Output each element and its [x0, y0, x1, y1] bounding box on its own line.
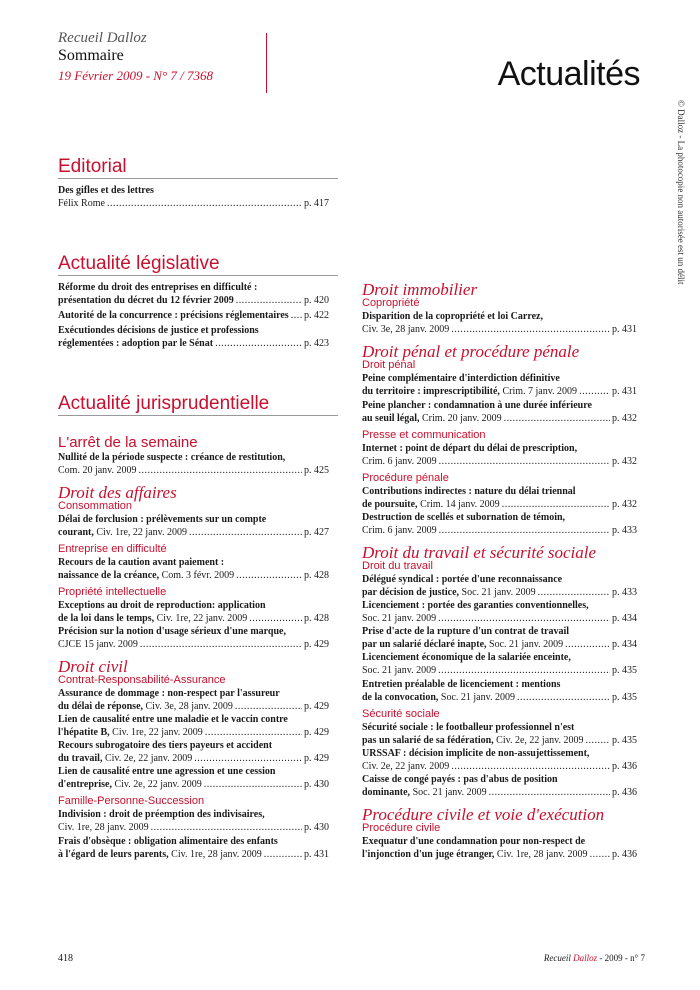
footer-reference [544, 953, 645, 963]
entry-ref: Félix Rome [58, 197, 105, 209]
entry-title: Lien de causalité entre une agression et une cession [58, 766, 276, 777]
entry-title: Indivision : droit de préemption des indivisaires, [58, 809, 265, 820]
entry-ref: Civ. 1re, 28 janv. 2009 [168, 848, 262, 860]
entry-title-cont: du délai de réponse, [58, 700, 144, 712]
entry-title-cont: par décision de justice, [362, 586, 460, 598]
copyright-note [676, 100, 686, 285]
subheading-droit-travail: Droit du travail [362, 560, 433, 572]
subheading-procedure-civile: Procédure civile [362, 822, 441, 834]
entry-ref: Soc. 21 janv. 2009 [410, 786, 487, 798]
header-divider [266, 33, 267, 93]
toc-entry[interactable] [362, 600, 654, 625]
entry-title-cont: à l'égard de leurs parents, [58, 848, 169, 860]
entry-page: p. 431 [612, 385, 637, 397]
entry-ref: Soc. 21 janv. 2009 [362, 664, 437, 676]
toc-entry[interactable] [58, 626, 346, 651]
subheading-propriete: Propriété intellectuelle [58, 586, 167, 598]
entry-ref: Crim. 6 janv. 2009 [362, 455, 437, 467]
toc-entry[interactable] [58, 809, 346, 834]
subheading-contrat: Contrat-Responsabilité-Assurance [58, 674, 226, 686]
entry-page: p. 430 [304, 821, 329, 833]
entry-page: p. 435 [612, 734, 637, 746]
entry-title: Exécutiondes décisions de justice et professions [58, 325, 259, 336]
toc-entry[interactable] [58, 325, 346, 350]
toc-entry[interactable] [362, 774, 654, 799]
toc-entry[interactable] [58, 282, 346, 307]
entry-title-cont: de la convocation, [362, 691, 439, 703]
toc-entry[interactable] [58, 766, 346, 791]
entry-title: Prise d'acte de la rupture d'un contrat de travail [362, 626, 570, 637]
entry-page: p. 434 [612, 612, 637, 624]
entry-page: p. 432 [612, 498, 637, 510]
toc-entry[interactable] [362, 486, 654, 511]
toc-entry[interactable] [362, 836, 654, 861]
entry-page: p. 435 [612, 691, 637, 703]
subheading-droit-penal: Droit pénal [362, 359, 416, 371]
entry-ref: Com. 20 janv. 2009 [58, 464, 137, 476]
copyright-text: © Dalloz - La photocopie non autorisée est un délit [676, 100, 686, 285]
section-legislative: Actualité législative [58, 253, 220, 274]
entry-title: Réforme du droit des entreprises en difficulté : [58, 282, 258, 293]
entry-page: p. 436 [612, 786, 637, 798]
entry-title-cont: présentation du décret du 12 février 2009 [58, 294, 234, 306]
entry-page: p. 423 [304, 337, 329, 349]
entry-title: Recours subrogatoire des tiers payeurs et accident [58, 740, 273, 751]
entry-page: p. 432 [612, 455, 637, 467]
entry-title-cont: courant, [58, 526, 94, 538]
entry-page: p. 428 [304, 569, 329, 581]
subheading-consommation: Consommation [58, 500, 132, 512]
rubric-arret: L'arrêt de la semaine [58, 434, 198, 451]
toc-entry[interactable] [58, 514, 346, 539]
entry-ref: Civ. 2e, 22 janv. 2009 [111, 778, 202, 790]
entry-title: Internet : point de départ du délai de prescription, [362, 443, 578, 454]
entry-page: p. 429 [304, 752, 329, 764]
entry-page: p. 433 [612, 524, 637, 536]
toc-entry[interactable] [362, 574, 654, 599]
entry-page: p. 436 [612, 848, 637, 860]
entry-page: p. 429 [304, 700, 329, 712]
entry-ref: Soc. 21 janv. 2009 [486, 638, 564, 650]
toc-entry[interactable] [58, 600, 346, 625]
entry-title-cont: naissance de la créance, [58, 569, 160, 581]
section-editorial: Editorial [58, 156, 127, 177]
toc-entry[interactable] [362, 722, 654, 747]
subheading-procedure-penale: Procédure pénale [362, 472, 449, 484]
rubric-civil: Droit civil [58, 657, 128, 676]
section-rule [58, 178, 338, 179]
entry-page: p. 420 [304, 294, 329, 306]
rubric-penal: Droit pénal et procédure pénale [362, 342, 580, 361]
entry-ref: Civ. 1re, 22 janv. 2009 [93, 526, 187, 538]
footer-dalloz: Dalloz [573, 953, 598, 963]
entry-title: Délégué syndical : portée d'une reconnaissance [362, 574, 563, 585]
entry-ref: Soc. 21 janv. 2009 [459, 586, 536, 598]
entry-ref: Crim. 20 janv. 2009 [419, 412, 502, 424]
entry-ref: Civ. 2e, 22 janv. 2009 [362, 760, 450, 772]
entry-title: URSSAF : décision implicite de non-assujettissement, [362, 748, 590, 759]
entry-title: Licenciement : portée des garanties conventionnelles, [362, 600, 589, 611]
entry-page: p. 435 [612, 664, 637, 676]
entry-ref: Civ. 3e, 28 janv. 2009 [362, 323, 450, 335]
entry-title-cont: réglementées : adoption par le Sénat [58, 337, 214, 349]
entry-title: Peine complémentaire d'interdiction définitive [362, 373, 560, 384]
toc-entry[interactable] [58, 688, 346, 713]
entry-ref: Civ. 1re, 22 janv. 2009 [154, 612, 248, 624]
entry-title: Nullité de la période suspecte : créance de restitution, [58, 452, 286, 463]
toc-entry[interactable] [362, 512, 654, 537]
entry-title-cont: de poursuite, [362, 498, 418, 510]
entry-title: Frais d'obsèque : obligation alimentaire des enfants [58, 836, 278, 847]
rubric-affaires: Droit des affaires [58, 483, 177, 502]
entry-title: Peine plancher : condamnation à une durée inférieure [362, 400, 592, 411]
entry-page: p. 431 [304, 848, 329, 860]
rubric-procedure-civile: Procédure civile et voie d'exécution [362, 805, 605, 824]
toc-entry[interactable] [362, 748, 654, 773]
section-rule [58, 415, 338, 416]
subheading-copropriete: Copropriété [362, 297, 420, 309]
entry-ref: Crim. 7 janv. 2009 [499, 385, 578, 397]
entry-ref: Crim. 6 janv. 2009 [362, 524, 437, 536]
page-title: Actualités [497, 55, 640, 93]
entry-ref: Com. 3 févr. 2009 [159, 569, 235, 581]
rubric-travail: Droit du travail et sécurité sociale [362, 543, 597, 562]
entry-page: p. 434 [612, 638, 637, 650]
toc-entry[interactable] [58, 714, 346, 739]
entry-title: Exceptions au droit de reproduction: application [58, 600, 266, 611]
entry-title: Destruction de scellés et subornation de témoin, [362, 512, 566, 523]
toc-entry[interactable] [362, 373, 654, 398]
toc-entry[interactable] [362, 626, 654, 651]
footer-recueil: Recueil [543, 953, 571, 963]
entry-title: Délai de forclusion : prélèvements sur un compte [58, 514, 267, 525]
entry-page: p. 428 [304, 612, 329, 624]
entry-title-cont: de la loi dans le temps, [58, 612, 155, 624]
entry-ref: Civ. 1re, 28 janv. 2009 [58, 821, 149, 833]
entry-ref: Civ. 2e, 22 janv. 2009 [493, 734, 584, 746]
entry-title: Licenciement économique de la salariée enceinte, [362, 652, 571, 663]
entry-page: p. 429 [304, 726, 329, 738]
entry-title-cont: pas un salarié de sa fédération, [362, 734, 494, 746]
entry-page: p. 433 [612, 586, 637, 598]
entry-title-cont: du territoire : imprescriptibilité, [362, 385, 500, 397]
rubric-immobilier: Droit immobilier [362, 280, 478, 299]
entry-ref: Civ. 3e, 28 janv. 2009 [143, 700, 233, 712]
entry-page: p. 425 [304, 464, 329, 476]
entry-title: Exequatur d'une condamnation pour non-respect de [362, 836, 586, 847]
toc-entry[interactable] [362, 443, 654, 468]
entry-title: Entretien préalable de licenciement : mentions [362, 679, 561, 690]
entry-page: p. 427 [304, 526, 329, 538]
entry-ref: Crim. 14 janv. 2009 [417, 498, 500, 510]
entry-page: p. 430 [304, 778, 329, 790]
toc-entry[interactable] [58, 740, 346, 765]
toc-entry[interactable] [58, 557, 346, 582]
entry-ref: Civ. 1re, 22 janv. 2009 [109, 726, 203, 738]
entry-title: Recours de la caution avant paiement : [58, 557, 225, 568]
entry-title-cont: l'injonction d'un juge étranger, [362, 848, 495, 860]
entry-ref: Civ. 1re, 28 janv. 2009 [494, 848, 588, 860]
toc-entry[interactable] [362, 400, 654, 425]
entry-title-cont: par un salarié déclaré inapte, [362, 638, 487, 650]
entry-ref: Soc. 21 janv. 2009 [362, 612, 437, 624]
entry-title: Contributions indirectes : nature du délai triennal [362, 486, 576, 497]
entry-ref: Civ. 2e, 22 janv. 2009 [102, 752, 193, 764]
entry-page: p. 417 [304, 197, 329, 209]
section-rule [58, 275, 338, 276]
entry-page: p. 436 [612, 760, 637, 772]
sommaire-label: Sommaire [58, 47, 124, 64]
entry-title: Assurance de dommage : non-respect par l'assureur [58, 688, 280, 699]
toc-entry[interactable] [58, 836, 346, 861]
toc-entry[interactable] [362, 679, 654, 704]
entry-title-cont: au seuil légal, [362, 412, 420, 424]
toc-entry[interactable] [362, 311, 654, 336]
entry-title-cont: d'entreprise, [58, 778, 112, 790]
entry-page: p. 422 [304, 310, 329, 321]
entry-page: p. 429 [304, 638, 329, 650]
entry-title: Précision sur la notion d'usage sérieux d'une marque, [58, 626, 286, 637]
toc-entry[interactable] [58, 310, 346, 323]
subheading-securite-sociale: Sécurité sociale [362, 708, 440, 720]
entry-title-cont: l'hépatite B, [58, 726, 110, 738]
entry-title: Lien de causalité entre une maladie et le vaccin contre [58, 714, 288, 725]
page-number: 418 [58, 953, 73, 964]
entry-page: p. 432 [612, 412, 637, 424]
section-jurisprudentielle: Actualité jurisprudentielle [58, 393, 270, 414]
entry-title-cont: dominante, [362, 786, 411, 798]
subheading-presse: Presse et communication [362, 429, 486, 441]
toc-entry[interactable] [58, 185, 346, 210]
entry-title: Autorité de la concurrence : précisions réglementaires [58, 310, 289, 321]
entry-title: Sécurité sociale : le footballeur professionnel n'est [362, 722, 575, 733]
footer-issue: - 2009 - n° 7 [597, 953, 645, 963]
entry-page: p. 431 [612, 323, 637, 335]
entry-title: Disparition de la copropriété et loi Carrez, [362, 311, 543, 322]
toc-entry[interactable] [362, 652, 654, 677]
entry-ref: Soc. 21 janv. 2009 [438, 691, 515, 703]
entry-ref: CJCE 15 janv. 2009 [58, 638, 138, 650]
subheading-famille: Famille-Personne-Succession [58, 795, 205, 807]
entry-title-cont: du travail, [58, 752, 103, 764]
entry-title: Des gifles et des lettres [58, 185, 154, 196]
toc-entry[interactable] [58, 452, 346, 477]
issue-date: 19 Février 2009 - N° 7 / 7368 [58, 68, 214, 83]
subheading-entreprise: Entreprise en difficulté [58, 543, 167, 555]
publication-name: Recueil Dalloz [58, 30, 147, 46]
entry-title: Caisse de congé payés : pas d'abus de position [362, 774, 558, 785]
